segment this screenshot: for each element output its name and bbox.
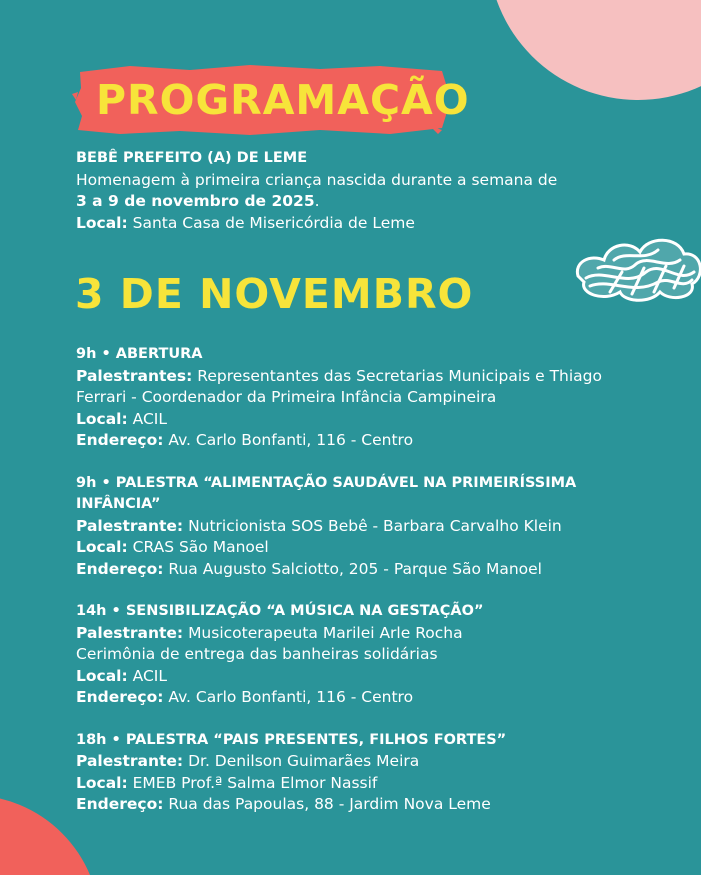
event-address-value: Rua Augusto Salciotto, 205 - Parque São Manoel xyxy=(168,559,542,578)
event-address xyxy=(76,430,636,452)
event-speaker xyxy=(76,366,636,409)
event-address-value: Av. Carlo Bonfanti, 116 - Centro xyxy=(168,431,414,449)
event-local-value: ACIL xyxy=(132,409,167,428)
event-local xyxy=(76,773,636,795)
event-speaker xyxy=(76,623,636,645)
event-local-label: Local: xyxy=(76,773,128,792)
event-speaker-label: Palestrante: xyxy=(76,623,184,642)
event-address xyxy=(76,559,636,581)
intro-line: Homenagem à primeira criança nascida durante a semana de xyxy=(76,170,558,189)
event-address xyxy=(76,687,636,709)
intro-section xyxy=(76,148,636,234)
cloud-doodle-icon xyxy=(574,232,701,304)
event-title: 18h • PALESTRA “PAIS PRESENTES, FILHOS FORTES” xyxy=(76,731,507,748)
events-list xyxy=(76,344,636,837)
event-item xyxy=(76,344,636,452)
event-address xyxy=(76,794,636,816)
event-speaker xyxy=(76,751,636,773)
day-heading: 3 DE NOVEMBRO xyxy=(75,270,474,318)
pink-circle-decoration xyxy=(488,0,701,100)
event-address-label: Endereço: xyxy=(76,559,164,578)
event-item xyxy=(76,730,636,816)
event-local xyxy=(76,537,636,559)
intro-local-value: Santa Casa de Misericórdia de Leme xyxy=(132,213,415,232)
event-speaker-label: Palestrante: xyxy=(76,752,184,770)
event-speaker-label: Palestrantes: xyxy=(76,366,193,385)
event-title: 9h • ABERTURA xyxy=(76,346,203,362)
event-speaker-value: Musicoterapeuta Marilei Arle Rocha xyxy=(188,623,463,642)
intro-title: BEBÊ PREFEITO (A) DE LEME xyxy=(76,150,308,166)
event-item xyxy=(76,473,636,581)
intro-dates: 3 a 9 de novembro de 2025 xyxy=(76,192,315,210)
title-banner xyxy=(70,64,470,136)
event-speaker-value: Representantes das Secretarias Municipais e Thiago Ferrari - Coordenador da Primeira Infância Campineira xyxy=(76,366,603,406)
event-title: 9h • PALESTRA “ALIMENTAÇÃO SAUDÁVEL NA PRIMEIRÍSSIMA INFÂNCIA” xyxy=(76,474,577,512)
page-title: PROGRAMAÇÃO xyxy=(96,76,470,124)
intro-local xyxy=(76,213,636,235)
event-address-label: Endereço: xyxy=(76,431,164,449)
intro-description xyxy=(76,170,636,213)
event-speaker-value: Dr. Denilson Guimarães Meira xyxy=(188,752,420,770)
event-speaker-value: Nutricionista SOS Bebê - Barbara Carvalho Klein xyxy=(188,516,562,535)
event-note: Cerimônia de entrega das banheiras solidárias xyxy=(76,645,438,663)
intro-dates-end: . xyxy=(314,192,320,210)
event-address-label: Endereço: xyxy=(76,795,164,813)
event-speaker-label: Palestrante: xyxy=(76,516,184,535)
event-local-label: Local: xyxy=(76,538,128,556)
event-speaker xyxy=(76,516,636,538)
event-local-value: CRAS São Manoel xyxy=(132,538,269,556)
event-local-label: Local: xyxy=(76,666,128,685)
event-local xyxy=(76,409,636,431)
event-address-value: Rua das Papoulas, 88 - Jardim Nova Leme xyxy=(168,795,491,813)
intro-local-label: Local: xyxy=(76,213,128,232)
event-local-value: EMEB Prof.ª Salma Elmor Nassif xyxy=(132,773,378,792)
event-address-value: Av. Carlo Bonfanti, 116 - Centro xyxy=(168,688,414,706)
event-title: 14h • SENSIBILIZAÇÃO “A MÚSICA NA GESTAÇÃO” xyxy=(76,603,484,619)
event-item xyxy=(76,601,636,709)
event-local xyxy=(76,666,636,688)
event-local-label: Local: xyxy=(76,409,128,428)
event-local-value: ACIL xyxy=(132,666,167,685)
event-address-label: Endereço: xyxy=(76,688,164,706)
